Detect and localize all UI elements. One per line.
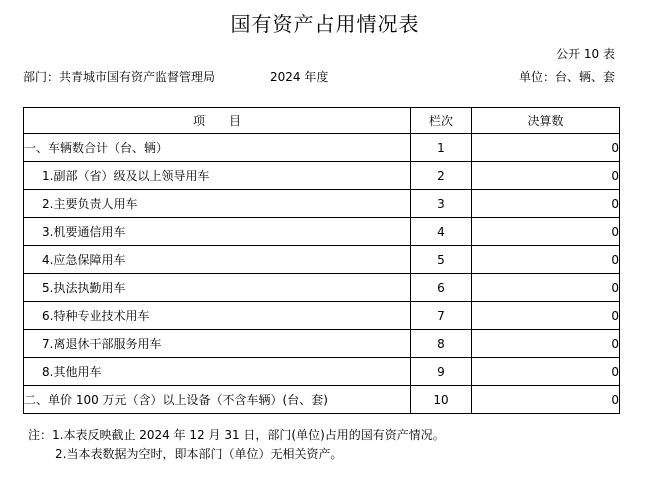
header-final-amount: 决算数 [472, 108, 620, 134]
department-label: 部门：共青城市国有资产监督管理局 [23, 70, 216, 84]
row-item-label: 5.执法执勤用车 [24, 274, 411, 302]
row-item-label: 4.应急保障用车 [24, 246, 411, 274]
row-final-amount: 0 [472, 302, 620, 330]
row-col-no: 7 [411, 302, 472, 330]
row-item-label: 3.机要通信用车 [24, 218, 411, 246]
row-item-label: 1.副部（省）级及以上领导用车 [24, 162, 411, 190]
header-col-no: 栏次 [411, 108, 472, 134]
table-header-row [24, 108, 620, 134]
asset-table [23, 107, 620, 414]
row-col-no: 3 [411, 190, 472, 218]
row-col-no: 6 [411, 274, 472, 302]
row-item-label: 一、车辆数合计（台、辆） [24, 134, 411, 162]
row-col-no: 5 [411, 246, 472, 274]
table-row [24, 302, 620, 330]
year-label: 2024 年度 [270, 70, 329, 84]
row-item-label: 6.特种专业技术用车 [24, 302, 411, 330]
header-item: 项 目 [24, 108, 411, 134]
table-row [24, 274, 620, 302]
row-final-amount: 0 [472, 274, 620, 302]
row-item-label: 二、单价 100 万元（含）以上设备（不含车辆）(台、套) [24, 386, 411, 414]
table-body [24, 134, 620, 414]
form-code: 公开 10 表 [556, 47, 615, 61]
row-col-no: 2 [411, 162, 472, 190]
unit-label: 单位：台、辆、套 [518, 70, 615, 84]
row-final-amount: 0 [472, 190, 620, 218]
page-title: 国有资产占用情况表 [230, 12, 420, 36]
row-item-label: 8.其他用车 [24, 358, 411, 386]
row-item-label: 7.离退休干部服务用车 [24, 330, 411, 358]
row-final-amount: 0 [472, 246, 620, 274]
row-col-no: 8 [411, 330, 472, 358]
note-2: 2.当本表数据为空时，即本部门（单位）无相关资产。 [55, 447, 343, 461]
table-row [24, 386, 620, 414]
table-row [24, 358, 620, 386]
row-final-amount: 0 [472, 386, 620, 414]
note-1: 注：1.本表反映截止 2024 年 12 月 31 日，部门(单位)占用的国有资产情况。 [28, 428, 445, 442]
row-final-amount: 0 [472, 162, 620, 190]
table-row [24, 218, 620, 246]
row-item-label: 2.主要负责人用车 [24, 190, 411, 218]
row-col-no: 4 [411, 218, 472, 246]
row-final-amount: 0 [472, 218, 620, 246]
table-row [24, 190, 620, 218]
row-col-no: 1 [411, 134, 472, 162]
notes [28, 426, 445, 464]
row-col-no: 9 [411, 358, 472, 386]
table-row [24, 330, 620, 358]
table-row [24, 162, 620, 190]
table-row [24, 246, 620, 274]
row-final-amount: 0 [472, 330, 620, 358]
row-final-amount: 0 [472, 134, 620, 162]
row-final-amount: 0 [472, 358, 620, 386]
table-row [24, 134, 620, 162]
row-col-no: 10 [411, 386, 472, 414]
